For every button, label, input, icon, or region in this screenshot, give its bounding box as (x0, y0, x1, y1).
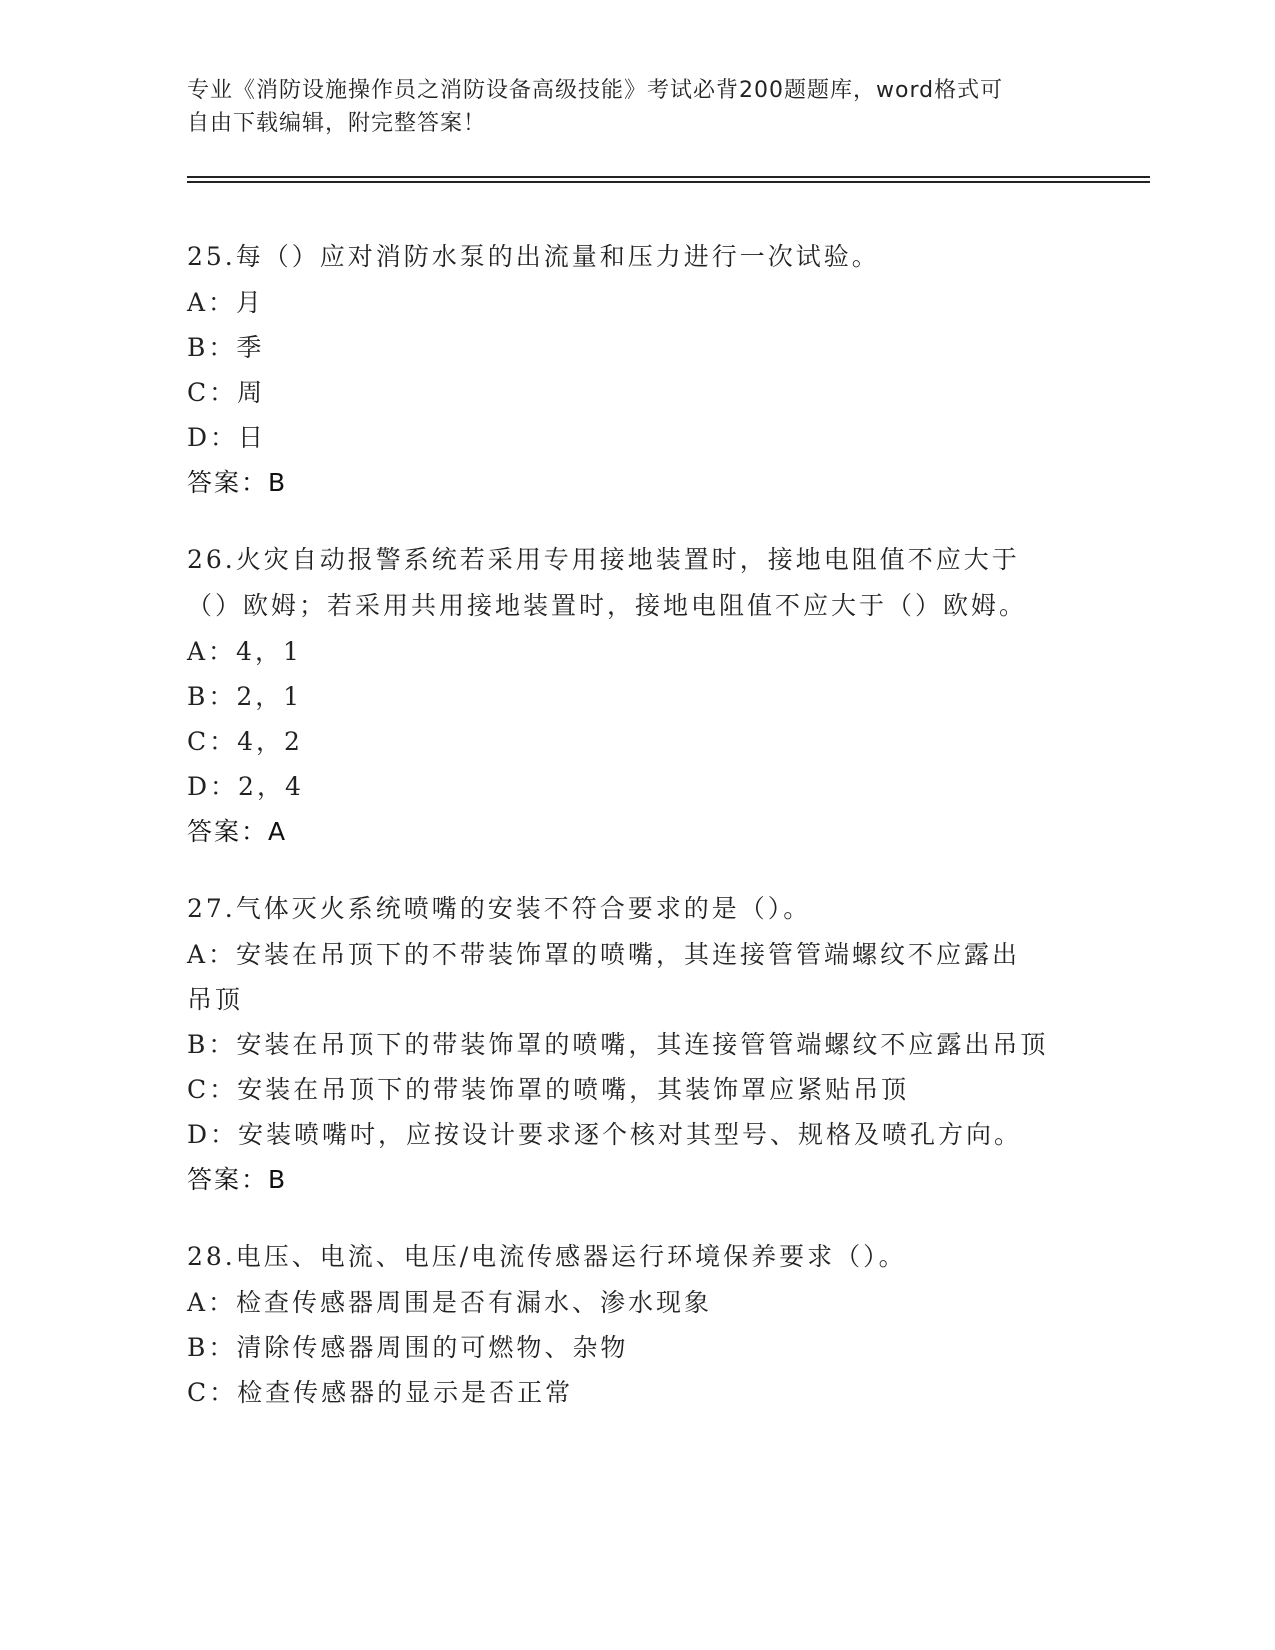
option-a: A：月 (187, 288, 265, 317)
option-d: D：安装喷嘴吋，应按设计要求逐个核对其型号、规格及喷孔方向。 (187, 1120, 1023, 1149)
question-item (187, 1234, 1087, 1415)
option-b: B：安装在吊顶下的带装饰罩的喷嘴，其连接管管端螺纹不应露出吊顶 (187, 1030, 1049, 1059)
answer-line: 答案：B (187, 468, 288, 497)
option-d: D：日 (187, 423, 267, 452)
header-line-2: 自由下载编辑，附完整答案！ (187, 111, 487, 136)
answer-line: 答案：B (187, 1165, 288, 1194)
question-stem: 25.每（）应对消防水泵的出流量和压力进行一次试验。 (187, 242, 880, 271)
option-a: A：4，1 (187, 637, 302, 666)
document-header (187, 74, 1077, 140)
option-d: D：2，4 (187, 772, 304, 801)
option-b: B：季 (187, 333, 265, 362)
question-list (187, 234, 1087, 1447)
header-divider-top (187, 176, 1150, 178)
question-stem: 28.电压、电流、电压/电流传感器运行环境保养要求（）。 (187, 1242, 907, 1271)
option-c: C：检查传感器的显示是否正常 (187, 1378, 574, 1407)
option-b: B：清除传感器周围的可燃物、杂物 (187, 1333, 629, 1362)
question-item (187, 886, 1087, 1202)
option-a: A：检查传感器周围是否有漏水、渗水现象 (187, 1288, 713, 1317)
question-stem: 27.气体灭火系统喷嘴的安装不符合要求的是（）。 (187, 894, 812, 923)
question-item (187, 234, 1087, 505)
header-divider-bottom (187, 181, 1150, 183)
option-b: B：2，1 (187, 682, 303, 711)
answer-line: 答案：A (187, 817, 288, 846)
option-c: C：周 (187, 378, 266, 407)
option-c: C：4，2 (187, 727, 303, 756)
header-line-1: 专业《消防设施操作员之消防设备高级技能》考试必背200题题库，word格式可 (187, 78, 1004, 103)
question-item (187, 537, 1087, 854)
option-c: C：安装在吊顶下的带装饰罩的喷嘴，其装饰罩应紧贴吊顶 (187, 1075, 910, 1104)
question-stem: 26.火灾自动报警系统若采用专用接地装置时，接地电阻值不应大于（）欧姆；若采用共用接地装置时，接地电阻值不应大于（）欧姆。 (187, 545, 1028, 620)
option-a: A：安装在吊顶下的不带装饰罩的喷嘴，其连接管管端螺纹不应露出吊顶 (187, 940, 1021, 1014)
